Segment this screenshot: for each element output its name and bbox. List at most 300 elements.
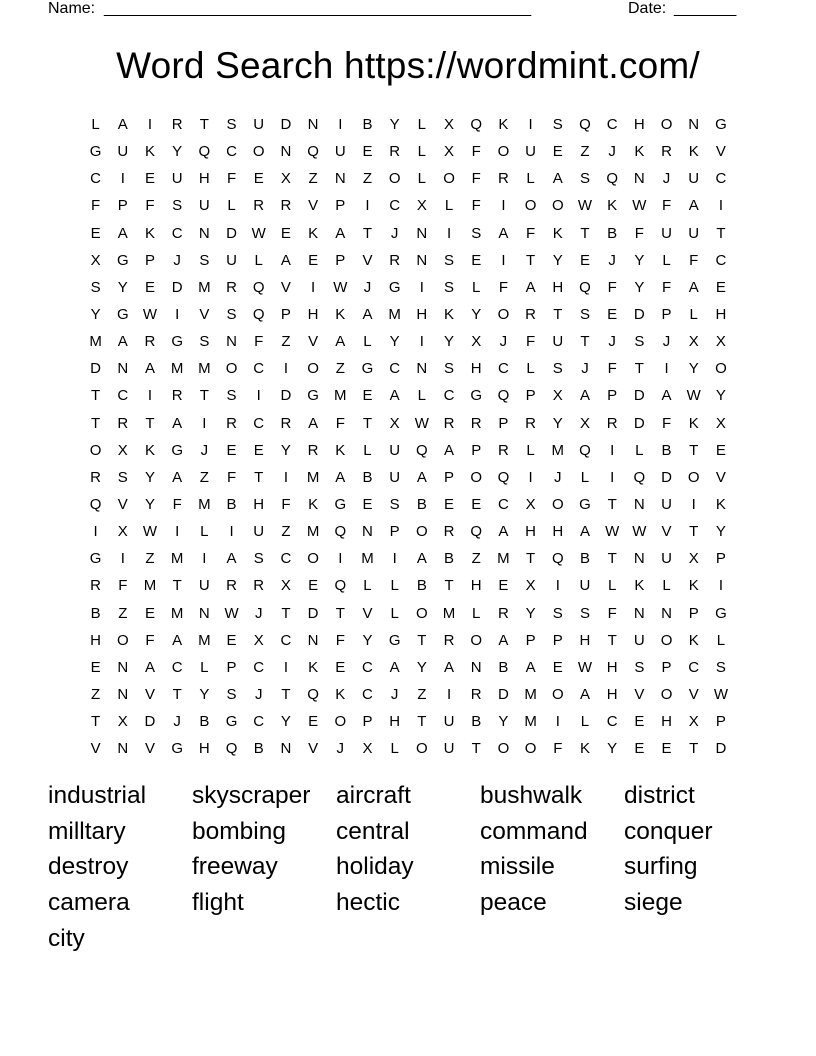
grid-letter: E <box>308 251 319 269</box>
grid-letter: V <box>144 740 155 758</box>
grid-letter: I <box>338 116 343 133</box>
grid-letter: S <box>579 604 590 622</box>
grid-letter: M <box>361 550 374 568</box>
grid-letter: C <box>253 360 265 378</box>
grid-letter: M <box>198 278 211 296</box>
word-list-item: destroy <box>48 853 129 881</box>
grid-letter: T <box>91 387 101 405</box>
grid-letter: Y <box>634 251 645 269</box>
grid-letter: E <box>552 143 563 161</box>
grid-letter: L <box>417 387 427 405</box>
grid-letter: C <box>253 658 265 676</box>
grid-letter: X <box>117 523 128 541</box>
grid-row <box>82 355 742 382</box>
grid-letter: Q <box>470 116 483 133</box>
grid-letter: N <box>362 523 373 541</box>
grid-letter: I <box>501 197 506 215</box>
grid-letter: W <box>577 197 593 215</box>
grid-letter: C <box>389 197 401 215</box>
grid-letter: Z <box>281 523 291 541</box>
grid-letter: U <box>389 468 401 486</box>
grid-letter: M <box>388 305 401 323</box>
grid-letter: Q <box>579 278 591 296</box>
grid-letter: U <box>253 116 265 133</box>
grid-letter: L <box>635 441 644 459</box>
grid-letter: V <box>634 685 645 703</box>
grid-row <box>82 464 742 491</box>
grid-letter: V <box>144 685 155 703</box>
grid-letter: B <box>444 550 455 568</box>
grid-letter: V <box>362 604 373 622</box>
grid-letter: J <box>336 740 345 758</box>
grid-letter: Y <box>144 495 155 513</box>
grid-letter: V <box>715 143 726 161</box>
grid-letter: H <box>198 740 210 758</box>
grid-letter: N <box>307 631 319 649</box>
grid-letter: E <box>308 713 319 731</box>
grid-letter: H <box>198 170 210 188</box>
grid-letter: K <box>607 197 618 215</box>
grid-letter: B <box>607 224 618 242</box>
grid-letter: K <box>688 577 699 595</box>
grid-letter: V <box>280 278 291 296</box>
grid-letter: U <box>661 224 672 242</box>
grid-letter: P <box>389 523 400 541</box>
grid-row <box>82 301 742 328</box>
grid-letter: P <box>444 468 455 486</box>
grid-row <box>82 654 742 681</box>
grid-letter: J <box>662 170 671 188</box>
grid-letter: G <box>579 495 591 513</box>
grid-letter: B <box>416 577 427 595</box>
grid-letter: O <box>524 740 537 758</box>
grid-letter: Q <box>551 550 564 568</box>
grid-letter: H <box>416 305 428 323</box>
grid-row <box>82 437 742 464</box>
grid-letter: P <box>661 305 672 323</box>
grid-letter: X <box>90 251 101 269</box>
grid-letter: R <box>90 468 102 486</box>
grid-letter: R <box>226 414 237 432</box>
grid-letter: S <box>552 360 563 378</box>
grid-letter: F <box>607 604 617 622</box>
grid-letter: M <box>551 441 565 459</box>
grid-letter: E <box>90 658 101 676</box>
grid-letter: Q <box>470 523 483 541</box>
word-list <box>48 778 768 956</box>
grid-letter: C <box>389 360 401 378</box>
grid-letter: D <box>497 685 509 703</box>
grid-letter: V <box>715 468 726 486</box>
grid-letter: K <box>688 631 699 649</box>
grid-letter: W <box>251 224 266 242</box>
grid-letter: E <box>471 495 482 513</box>
grid-letter: L <box>580 468 590 486</box>
grid-letter: J <box>363 278 372 296</box>
grid-letter: X <box>389 414 400 432</box>
grid-letter: Y <box>715 387 726 405</box>
grid-letter: Y <box>715 523 726 541</box>
grid-letter: P <box>117 197 128 215</box>
grid-letter: F <box>526 333 536 351</box>
grid-row <box>82 708 742 735</box>
word-list-item: city <box>48 924 85 952</box>
grid-letter: Z <box>308 170 318 188</box>
grid-letter: Q <box>252 278 265 296</box>
grid-letter: F <box>335 414 345 432</box>
grid-letter: K <box>579 740 590 758</box>
grid-letter: X <box>416 197 427 215</box>
grid-letter: E <box>579 251 590 269</box>
grid-letter: W <box>713 685 728 703</box>
grid-letter: L <box>526 441 535 459</box>
grid-letter: T <box>91 713 101 731</box>
grid-letter: S <box>579 305 590 323</box>
grid-letter: R <box>497 441 509 459</box>
grid-letter: Z <box>417 685 427 703</box>
grid-row <box>82 600 742 627</box>
grid-letter: C <box>606 116 618 133</box>
grid-letter: X <box>552 387 563 405</box>
word-list-item: hectic <box>336 889 401 917</box>
grid-row <box>82 328 742 355</box>
grid-letter: W <box>577 658 593 676</box>
grid-letter: L <box>390 577 399 595</box>
grid-letter: L <box>390 604 399 622</box>
grid-letter: H <box>470 577 482 595</box>
grid-letter: S <box>226 116 237 133</box>
grid-letter: B <box>498 658 509 676</box>
grid-letter: F <box>661 197 672 215</box>
grid-letter: X <box>444 116 455 133</box>
grid-row <box>82 735 742 762</box>
grid-letter: B <box>362 468 373 486</box>
grid-letter: Q <box>633 468 646 486</box>
grid-row <box>82 192 742 219</box>
grid-letter: T <box>444 577 454 595</box>
word-list-item: conquer <box>624 817 713 845</box>
grid-letter: I <box>392 550 397 568</box>
grid-letter: A <box>579 685 590 703</box>
grid-letter: P <box>498 414 509 432</box>
letter-grid <box>82 111 742 762</box>
grid-letter: H <box>470 360 482 378</box>
grid-letter: J <box>254 604 263 622</box>
grid-letter: E <box>253 441 264 459</box>
grid-letter: Q <box>497 468 510 486</box>
grid-letter: V <box>199 305 210 323</box>
grid-letter: K <box>144 143 155 161</box>
grid-letter: K <box>688 414 699 432</box>
grid-letter: W <box>605 523 620 541</box>
grid-letter: M <box>334 387 347 405</box>
grid-letter: R <box>171 116 183 133</box>
grid-letter: F <box>254 333 264 351</box>
grid-letter: M <box>89 333 102 351</box>
grid-letter: V <box>308 197 319 215</box>
grid-letter: N <box>416 224 428 242</box>
word-list-item: missile <box>480 853 555 881</box>
grid-letter: G <box>470 387 483 405</box>
grid-letter: J <box>254 685 263 703</box>
grid-letter: C <box>90 170 102 188</box>
grid-letter: G <box>715 116 727 133</box>
grid-letter: K <box>308 658 319 676</box>
grid-letter: Q <box>252 305 265 323</box>
grid-letter: O <box>307 550 319 568</box>
grid-letter: G <box>171 441 183 459</box>
grid-letter: Y <box>172 143 183 161</box>
grid-letter: H <box>90 631 102 649</box>
grid-letter: H <box>307 305 319 323</box>
grid-letter: G <box>225 713 238 731</box>
name-field-line: ________________________________________________ <box>104 0 532 17</box>
grid-letter: J <box>200 441 209 459</box>
grid-letter: C <box>362 685 373 703</box>
grid-letter: A <box>335 333 346 351</box>
word-list-item: command <box>480 817 588 845</box>
grid-letter: Z <box>362 170 373 188</box>
grid-letter: O <box>416 523 428 541</box>
grid-letter: A <box>226 550 237 568</box>
grid-row <box>82 382 742 409</box>
grid-letter: U <box>661 495 672 513</box>
grid-letter: T <box>335 604 345 622</box>
grid-letter: P <box>661 658 672 676</box>
grid-letter: Y <box>607 740 618 758</box>
grid-letter: T <box>417 713 427 731</box>
grid-letter: C <box>497 360 509 378</box>
grid-letter: D <box>144 713 156 731</box>
grid-letter: H <box>552 523 564 541</box>
grid-letter: S <box>226 305 237 323</box>
grid-row <box>82 247 742 274</box>
grid-letter: L <box>227 197 236 215</box>
grid-letter: Z <box>471 550 481 568</box>
grid-letter: T <box>580 224 590 242</box>
grid-letter: F <box>661 278 672 296</box>
grid-letter: X <box>525 577 536 595</box>
grid-letter: E <box>444 495 455 513</box>
grid-letter: S <box>579 170 590 188</box>
grid-letter: O <box>497 143 510 161</box>
grid-letter: A <box>525 658 536 676</box>
grid-letter: U <box>171 170 183 188</box>
grid-letter: A <box>498 631 509 649</box>
grid-letter: C <box>497 495 509 513</box>
grid-letter: G <box>388 631 401 649</box>
grid-letter: L <box>363 441 372 459</box>
grid-letter: Q <box>198 143 211 161</box>
grid-letter: O <box>470 468 483 486</box>
grid-letter: U <box>633 631 645 649</box>
grid-letter: X <box>715 333 726 351</box>
grid-letter: A <box>688 197 699 215</box>
grid-letter: A <box>335 468 346 486</box>
grid-letter: W <box>414 414 429 432</box>
grid-letter: K <box>688 143 699 161</box>
grid-letter: L <box>689 305 698 323</box>
grid-letter: Q <box>579 116 591 133</box>
grid-letter: A <box>498 224 509 242</box>
grid-letter: T <box>471 740 481 758</box>
grid-row <box>82 165 742 192</box>
grid-letter: N <box>633 604 645 622</box>
header <box>48 0 740 20</box>
grid-letter: X <box>715 414 726 432</box>
grid-letter: F <box>226 468 237 486</box>
grid-letter: Y <box>471 305 482 323</box>
grid-letter: Q <box>606 170 618 188</box>
grid-row <box>82 410 742 437</box>
grid-letter: U <box>226 251 237 269</box>
grid-letter: U <box>253 523 265 541</box>
grid-letter: T <box>172 577 182 595</box>
grid-letter: I <box>283 468 288 486</box>
grid-letter: J <box>554 468 562 486</box>
grid-letter: H <box>552 278 564 296</box>
grid-letter: Q <box>497 387 510 405</box>
grid-letter: E <box>226 631 237 649</box>
word-list-item: industrial <box>48 782 147 809</box>
grid-letter: R <box>307 441 319 459</box>
grid-letter: I <box>610 441 615 459</box>
grid-letter: S <box>634 333 645 351</box>
grid-letter: Q <box>307 685 319 703</box>
grid-letter: R <box>470 414 482 432</box>
grid-letter: I <box>229 523 234 541</box>
grid-letter: E <box>253 170 264 188</box>
grid-letter: C <box>280 550 292 568</box>
grid-letter: N <box>198 604 210 622</box>
grid-letter: T <box>607 631 617 649</box>
grid-letter: F <box>471 170 481 188</box>
grid-letter: O <box>416 604 428 622</box>
grid-letter: L <box>363 577 372 595</box>
grid-letter: I <box>202 550 207 568</box>
grid-letter: T <box>199 116 209 133</box>
grid-letter: G <box>307 387 319 405</box>
grid-letter: V <box>308 740 319 758</box>
grid-letter: D <box>171 278 183 296</box>
grid-letter: F <box>471 197 481 215</box>
grid-letter: T <box>689 523 699 541</box>
grid-letter: O <box>551 495 564 513</box>
word-list-item: peace <box>480 889 547 917</box>
grid-letter: I <box>311 278 316 296</box>
grid-letter: E <box>715 278 726 296</box>
grid-letter: G <box>171 740 183 758</box>
grid-letter: L <box>254 251 263 269</box>
grid-letter: O <box>687 468 700 486</box>
grid-letter: Y <box>389 116 400 133</box>
grid-letter: X <box>688 333 699 351</box>
grid-letter: O <box>89 441 102 459</box>
grid-letter: T <box>199 387 209 405</box>
grid-letter: J <box>608 143 616 161</box>
grid-letter: E <box>362 495 373 513</box>
grid-letter: Z <box>91 685 101 703</box>
grid-letter: H <box>579 631 591 649</box>
grid-letter: G <box>715 604 727 622</box>
grid-letter: A <box>444 658 455 676</box>
grid-letter: Y <box>144 468 155 486</box>
grid-letter: M <box>524 713 537 731</box>
grid-letter: Z <box>335 360 345 378</box>
grid-letter: X <box>525 495 536 513</box>
grid-letter: R <box>443 414 455 432</box>
grid-letter: B <box>362 116 373 133</box>
grid-letter: O <box>443 170 455 188</box>
grid-letter: T <box>417 631 427 649</box>
grid-letter: C <box>715 251 727 269</box>
grid-letter: R <box>470 685 482 703</box>
grid-letter: E <box>661 740 672 758</box>
grid-letter: C <box>226 143 237 161</box>
grid-letter: K <box>715 495 726 513</box>
grid-letter: N <box>226 333 237 351</box>
grid-letter: O <box>497 305 510 323</box>
grid-letter: F <box>145 197 155 215</box>
grid-letter: D <box>226 224 237 242</box>
grid-letter: A <box>144 360 155 378</box>
word-list-item: central <box>336 817 410 845</box>
grid-letter: Y <box>552 251 563 269</box>
grid-letter: L <box>444 197 454 215</box>
grid-letter: X <box>253 631 264 649</box>
grid-row <box>82 138 742 165</box>
grid-letter: K <box>634 143 645 161</box>
grid-letter: O <box>307 360 319 378</box>
grid-letter: A <box>661 387 672 405</box>
grid-letter: S <box>253 550 264 568</box>
grid-letter: Y <box>525 604 536 622</box>
grid-letter: K <box>634 577 645 595</box>
grid-letter: T <box>689 740 699 758</box>
grid-letter: P <box>335 251 346 269</box>
date-field-line: _______ <box>674 0 737 17</box>
grid-row <box>82 545 742 572</box>
grid-letter: W <box>224 604 239 622</box>
grid-letter: X <box>280 577 291 595</box>
grid-letter: J <box>173 713 181 731</box>
grid-letter: A <box>172 631 183 649</box>
grid-letter: D <box>280 116 292 133</box>
grid-letter: P <box>144 251 155 269</box>
grid-letter: P <box>280 305 291 323</box>
grid-letter: J <box>173 251 181 269</box>
grid-letter: Y <box>280 713 291 731</box>
grid-letter: F <box>553 740 563 758</box>
grid-letter: G <box>89 550 102 568</box>
grid-letter: M <box>143 577 157 595</box>
grid-letter: Q <box>579 441 591 459</box>
grid-letter: B <box>471 713 482 731</box>
word-list-item: surfing <box>624 853 698 881</box>
grid-letter: T <box>716 224 726 242</box>
grid-letter: U <box>389 441 401 459</box>
word-list-item: freeway <box>192 853 278 881</box>
grid-letter: L <box>580 713 590 731</box>
grid-letter: P <box>471 441 482 459</box>
grid-letter: A <box>117 116 128 133</box>
grid-letter: F <box>281 495 291 513</box>
grid-letter: K <box>335 441 346 459</box>
grid-letter: I <box>664 360 669 378</box>
grid-letter: W <box>632 197 647 215</box>
grid-letter: A <box>552 170 563 188</box>
grid-letter: I <box>718 197 723 215</box>
